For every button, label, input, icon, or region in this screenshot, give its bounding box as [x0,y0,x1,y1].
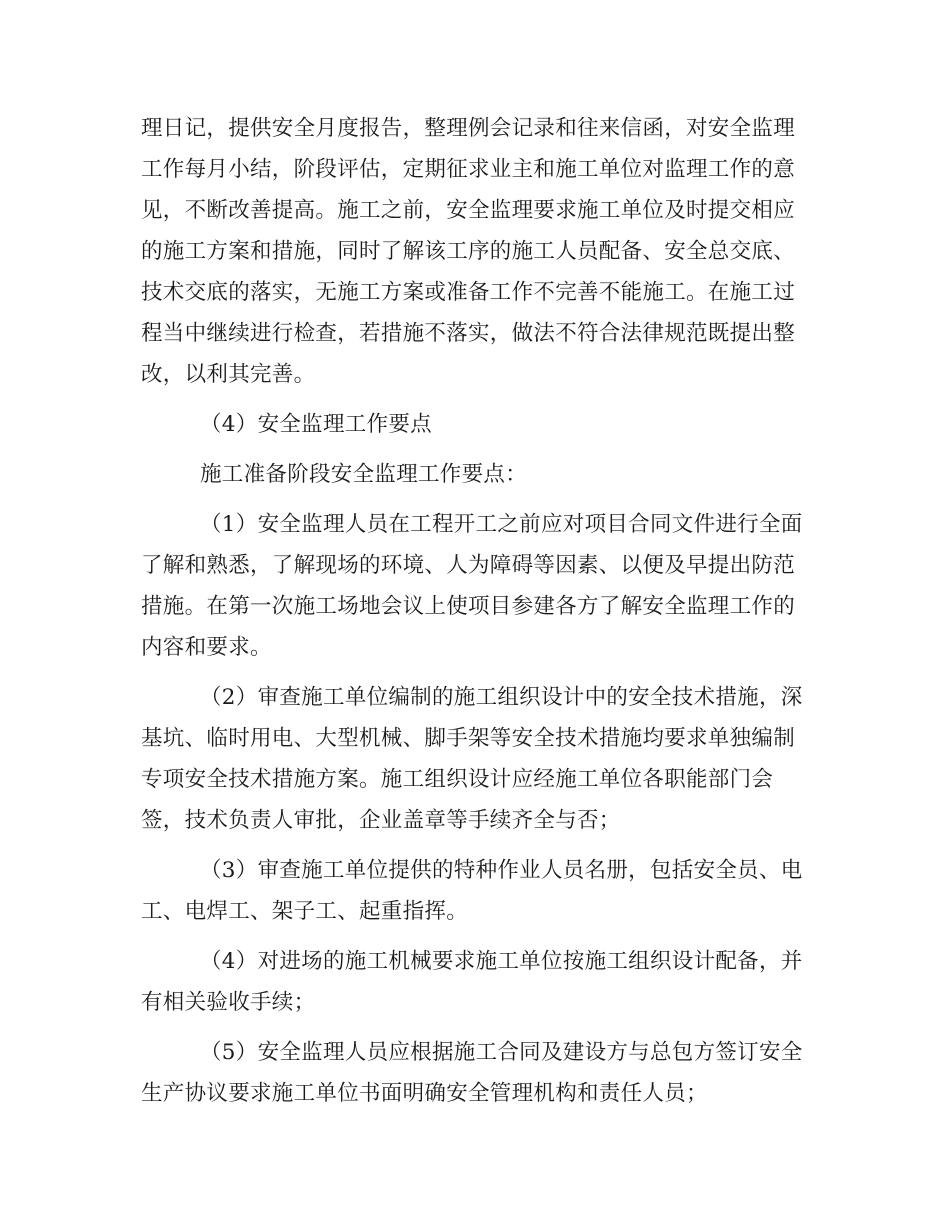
paragraph-line: 见，不断改善提高。施工之前，安全监理要求施工单位及时提交相应 [141,198,796,223]
paragraph-line: 工作每月小结，阶段评估，定期征求业主和施工单位对监理工作的意 [141,157,796,182]
paragraph-line: （2）审查施工单位编制的施工组织设计中的安全技术措施，深 [200,685,803,710]
paragraph-line: 改，以利其完善。 [141,362,316,387]
paragraph-line: 工、电焊工、架子工、起重指挥。 [141,899,469,924]
paragraph-line: （5）安全监理人员应根据施工合同及建设方与总包方签订安全 [200,1040,803,1065]
paragraph-line: 签，技术负责人审批，企业盖章等手续齐全与否； [141,808,621,833]
paragraph-line: 内容和要求。 [141,635,272,660]
paragraph-line: 程当中继续进行检查，若措施不落实，做法不符合法律规范既提出整 [141,321,796,346]
paragraph-line: 的施工方案和措施，同时了解该工序的施工人员配备、安全总交底、 [141,239,796,264]
paragraph-line: 了解和熟悉，了解现场的环境、人为障碍等因素、以便及早提出防范 [141,553,796,578]
paragraph-line: 有相关验收手续； [141,990,316,1015]
paragraph-line: （3）审查施工单位提供的特种作业人员名册，包括安全员、电 [200,858,803,883]
paragraph-line: （1）安全监理人员在工程开工之前应对项目合同文件进行全面 [200,512,803,537]
paragraph-line: 专项安全技术措施方案。施工组织设计应经施工单位各职能部门会 [141,767,774,792]
paragraph-line: 基坑、临时用电、大型机械、脚手架等安全技术措施均要求单独编制 [141,726,796,751]
section-heading: （4）安全监理工作要点 [200,412,432,437]
paragraph-line: 理日记，提供安全月度报告，整理例会记录和往来信函，对安全监理 [141,116,796,141]
paragraph-line: （4）对进场的施工机械要求施工单位按施工组织设计配备，并 [200,949,803,974]
paragraph-line: 措施。在第一次施工场地会议上使项目参建各方了解安全监理工作的 [141,594,796,619]
subsection-heading: 施工准备阶段安全监理工作要点： [200,462,528,487]
paragraph-line: 技术交底的落实，无施工方案或准备工作不完善不能施工。在施工过 [141,280,796,305]
paragraph-line: 生产协议要求施工单位书面明确安全管理机构和责任人员； [141,1081,708,1106]
